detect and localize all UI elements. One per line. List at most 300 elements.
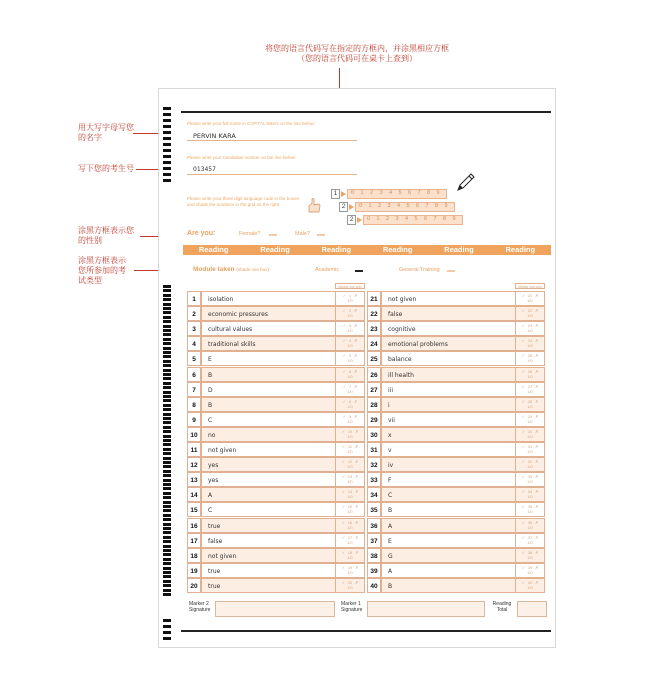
marker-question-number: 40 — [527, 580, 533, 585]
answer-row — [187, 518, 365, 533]
answer-field[interactable]: A — [201, 487, 349, 502]
answer-row — [187, 397, 365, 412]
marker-question-number: 31 — [527, 445, 533, 449]
language-digit[interactable]: 1 — [360, 190, 364, 196]
language-digit[interactable]: 3 — [395, 216, 399, 222]
reading-label-2: Reading — [260, 245, 290, 254]
cross-mark: ✗ — [535, 580, 539, 585]
marker-question-number: 24 — [527, 339, 533, 344]
marker-box[interactable] — [515, 367, 545, 382]
marker-sub-label: 1/0 — [527, 525, 533, 530]
timing-mark — [163, 426, 171, 429]
language-digit[interactable]: 9 — [452, 216, 456, 222]
answer-field[interactable]: not given — [381, 291, 529, 306]
marker-question-number: 19 — [347, 565, 353, 570]
question-number: 36 — [367, 518, 381, 533]
marker-box[interactable] — [335, 382, 365, 397]
answer-field[interactable]: not given — [201, 548, 349, 563]
answer-field[interactable]: false — [381, 306, 529, 321]
answer-field[interactable]: economic pressures — [201, 306, 349, 321]
answer-field[interactable]: true — [201, 578, 349, 593]
timing-mark — [163, 619, 171, 622]
language-code-box[interactable]: 1 — [331, 189, 340, 199]
general-training-box[interactable] — [447, 270, 455, 272]
language-digit[interactable]: 0 — [367, 216, 371, 222]
language-digit[interactable]: 3 — [387, 203, 391, 209]
tick-mark: ✓ — [342, 354, 346, 359]
answer-field[interactable]: E — [381, 533, 529, 548]
question-number: 3 — [187, 321, 201, 336]
name-value: PERVIN KARA — [193, 132, 236, 140]
module-annotation — [78, 256, 158, 286]
timing-mark — [163, 452, 171, 455]
language-digit[interactable]: 9 — [436, 190, 440, 196]
language-digit[interactable]: 4 — [389, 190, 393, 196]
name-field[interactable] — [187, 129, 357, 141]
marker-box[interactable] — [515, 533, 545, 548]
name-annotation-line2: 的名字 — [78, 133, 102, 142]
marker-box[interactable] — [335, 291, 365, 306]
language-digit[interactable]: 4 — [405, 216, 409, 222]
timing-mark — [163, 571, 171, 574]
answer-field[interactable]: cultural values — [201, 321, 349, 336]
cross-mark: ✗ — [535, 505, 539, 510]
timing-mark — [163, 355, 171, 358]
language-digit[interactable]: 1 — [376, 216, 380, 222]
answer-row — [187, 457, 365, 472]
cross-mark: ✗ — [354, 384, 358, 389]
question-number: 9 — [187, 412, 201, 427]
marker-sub-label: 1/0 — [527, 510, 533, 515]
timing-mark — [163, 465, 171, 468]
question-number: 24 — [367, 336, 381, 351]
marker-box[interactable] — [515, 578, 545, 593]
language-row-arrow — [341, 191, 346, 197]
language-code-box[interactable]: 2 — [347, 215, 356, 225]
cross-mark: ✗ — [535, 565, 539, 570]
answer-field[interactable]: C — [201, 502, 349, 517]
marker-question-number: 27 — [527, 384, 533, 389]
answer-field[interactable]: v — [381, 442, 529, 457]
marker-sub-label: 1/0 — [347, 389, 353, 394]
answer-field[interactable]: iv — [381, 457, 529, 472]
cross-mark: ✗ — [355, 550, 359, 555]
question-number: 25 — [367, 351, 381, 366]
academic-box[interactable] — [355, 270, 363, 272]
language-digit[interactable]: 6 — [408, 190, 412, 196]
timing-mark — [163, 155, 171, 158]
pencil-icon — [455, 171, 477, 193]
timing-mark — [163, 161, 171, 164]
language-digit[interactable]: 2 — [386, 216, 390, 222]
answer-row — [367, 442, 545, 457]
cross-mark: ✗ — [535, 535, 539, 540]
marker-box[interactable] — [515, 306, 545, 321]
marker-box[interactable] — [515, 427, 545, 442]
question-number: 16 — [187, 518, 201, 533]
timing-mark — [163, 536, 171, 539]
marker-box[interactable] — [515, 502, 545, 517]
marker1-signature-box[interactable] — [367, 601, 485, 617]
language-digit[interactable]: 3 — [379, 190, 383, 196]
tick-mark: ✓ — [341, 429, 345, 434]
marker-question-number: 16 — [347, 520, 353, 525]
cross-mark: ✗ — [535, 294, 539, 298]
marker-box[interactable] — [335, 397, 365, 412]
question-number: 10 — [187, 427, 201, 442]
language-digit[interactable]: 8 — [443, 216, 447, 222]
marker-sub-label: 1/0 — [347, 299, 353, 303]
answer-field[interactable]: F — [381, 472, 529, 487]
marker-box[interactable] — [335, 472, 365, 487]
language-code-annotation — [252, 44, 462, 64]
timing-mark — [163, 360, 171, 363]
marker-box[interactable] — [335, 487, 365, 502]
answer-field[interactable]: D — [201, 382, 349, 397]
cross-mark: ✗ — [535, 339, 539, 344]
reading-header-bar — [183, 245, 551, 255]
marker-box[interactable] — [335, 563, 365, 578]
tick-mark: ✓ — [521, 445, 525, 449]
candidate-field[interactable] — [187, 163, 357, 175]
language-digit[interactable]: 5 — [406, 203, 410, 209]
tick-mark: ✓ — [342, 369, 346, 374]
language-digit[interactable]: 2 — [378, 203, 382, 209]
marker-question-number: 2 — [348, 309, 352, 314]
marker-question-number: 22 — [527, 309, 533, 314]
answer-row — [187, 487, 365, 502]
marker-box[interactable] — [515, 382, 545, 397]
question-number: 34 — [367, 487, 381, 502]
marker-box[interactable] — [335, 578, 365, 593]
marker-sub-label: 1/0 — [347, 570, 353, 575]
answer-field[interactable]: C — [201, 412, 349, 427]
marker-box[interactable] — [335, 321, 365, 336]
answer-row — [367, 397, 545, 412]
tick-mark: ✓ — [521, 294, 525, 298]
reading-label-1: Reading — [198, 245, 229, 254]
answer-field[interactable]: G — [381, 548, 529, 563]
answer-row — [367, 412, 545, 427]
marker-question-number: 9 — [348, 414, 352, 419]
answer-row — [367, 336, 545, 351]
marker-box[interactable] — [515, 442, 545, 457]
cross-mark: ✗ — [354, 399, 358, 404]
male-box[interactable] — [317, 234, 325, 236]
cross-mark: ✗ — [535, 520, 539, 525]
marker-question-number: 11 — [348, 445, 352, 449]
marker-box[interactable] — [515, 321, 545, 336]
marker-question-number: 36 — [527, 520, 533, 525]
timing-mark — [163, 311, 171, 314]
language-row-arrow — [357, 217, 362, 223]
timing-mark — [163, 580, 171, 583]
answer-field[interactable]: isolation — [201, 291, 349, 306]
tick-mark: ✓ — [341, 520, 345, 525]
timing-mark — [163, 399, 171, 402]
marker-question-number: 10 — [347, 429, 353, 434]
marker-box[interactable] — [335, 533, 365, 548]
marker-box[interactable] — [515, 351, 545, 366]
question-number: 4 — [187, 336, 201, 351]
marker-sub-label: 1/0 — [527, 314, 533, 319]
module-taken-label — [193, 266, 270, 273]
timing-mark — [163, 364, 171, 367]
answer-field[interactable]: emotional problems — [381, 336, 529, 351]
language-digit[interactable]: 7 — [433, 216, 437, 222]
answer-field[interactable]: i — [381, 397, 529, 412]
language-code-box[interactable]: 2 — [339, 202, 348, 212]
answer-field[interactable]: yes — [201, 472, 349, 487]
marker-sub-label: 1/0 — [347, 480, 353, 485]
marker-box[interactable] — [515, 472, 545, 487]
answer-field[interactable]: cognitive — [381, 321, 529, 336]
question-number: 15 — [187, 502, 201, 517]
answer-field[interactable]: no — [201, 427, 349, 442]
tick-mark: ✓ — [521, 384, 525, 389]
answer-field[interactable]: ill health — [381, 367, 529, 382]
marker-box[interactable] — [335, 442, 365, 457]
language-digit[interactable]: 9 — [444, 203, 448, 209]
answer-field[interactable]: yes — [201, 457, 349, 472]
timing-mark — [163, 347, 171, 350]
timing-mark — [163, 479, 171, 482]
answer-field[interactable]: A — [381, 563, 529, 578]
candidate-prompt: Please write your Candidate number on the line below: — [187, 155, 297, 160]
question-number: 37 — [367, 533, 381, 548]
marker-sub-label: 1/0 — [527, 465, 533, 470]
timing-mark — [163, 137, 171, 140]
marker-box[interactable] — [335, 502, 365, 517]
answer-row — [187, 427, 365, 442]
language-digit[interactable]: 7 — [417, 190, 421, 196]
answer-row — [367, 351, 545, 366]
timing-mark — [163, 107, 171, 110]
tick-mark: ✓ — [341, 475, 345, 480]
marker-box[interactable] — [335, 457, 365, 472]
tick-mark: ✓ — [521, 475, 525, 480]
marker-box[interactable] — [335, 427, 365, 442]
timing-mark — [163, 408, 171, 411]
timing-mark — [163, 461, 171, 464]
marker-sub-label: 1/0 — [527, 434, 533, 439]
timing-mark — [163, 173, 171, 176]
question-number: 38 — [367, 548, 381, 563]
cross-mark: ✗ — [355, 460, 359, 465]
timing-mark — [163, 307, 171, 310]
marker-box[interactable] — [515, 518, 545, 533]
marker-question-number: 21 — [527, 294, 533, 298]
marker-sub-label: 1/0 — [527, 585, 533, 590]
timing-mark — [163, 558, 171, 561]
marker-question-number: 4 — [348, 339, 352, 344]
marker-sub-label: 1/0 — [347, 359, 353, 364]
reading-label-3: Reading — [321, 245, 352, 254]
answer-field[interactable]: B — [381, 578, 529, 593]
marker-question-number: 14 — [347, 490, 353, 495]
answer-field[interactable]: x — [381, 427, 529, 442]
tick-mark: ✓ — [342, 384, 346, 389]
marker-question-number: 20 — [347, 580, 353, 585]
tick-mark: ✓ — [341, 535, 345, 540]
answer-field[interactable]: true — [201, 518, 349, 533]
marker-box[interactable] — [515, 457, 545, 472]
language-digit[interactable]: 7 — [425, 203, 429, 209]
female-box[interactable] — [269, 234, 277, 236]
language-digit[interactable]: 6 — [424, 216, 428, 222]
language-digit[interactable]: 4 — [397, 203, 401, 209]
answer-row — [187, 502, 365, 517]
marker-box[interactable] — [335, 336, 365, 351]
marker-box[interactable] — [515, 487, 545, 502]
reading-label-6: Reading — [505, 245, 536, 254]
answer-field[interactable]: B — [381, 502, 529, 517]
marker-sub-label: 1/0 — [347, 419, 353, 424]
question-number: 6 — [187, 367, 201, 382]
tick-mark: ✓ — [341, 505, 345, 510]
tick-mark: ✓ — [521, 580, 525, 585]
tick-mark: ✓ — [521, 429, 525, 434]
marker-box[interactable] — [335, 351, 365, 366]
question-number: 11 — [187, 442, 201, 457]
answer-row — [187, 563, 365, 578]
tick-mark: ✓ — [521, 490, 525, 495]
module-annotation-line3: 试类型 — [78, 276, 102, 285]
language-digit[interactable]: 6 — [416, 203, 420, 209]
marker-question-number: 39 — [527, 565, 533, 570]
timing-mark — [163, 527, 171, 530]
marker-box[interactable] — [515, 397, 545, 412]
answer-field[interactable]: C — [381, 487, 529, 502]
answer-row — [187, 412, 365, 427]
marker-question-number: 18 — [347, 550, 353, 555]
answer-row — [187, 578, 365, 593]
timing-mark — [163, 492, 171, 495]
language-digit[interactable]: 5 — [414, 216, 418, 222]
answer-field[interactable]: E — [201, 351, 349, 366]
language-digit[interactable]: 0 — [359, 203, 363, 209]
timing-mark — [163, 562, 171, 565]
marker-question-number: 32 — [527, 460, 533, 465]
timing-mark — [163, 483, 171, 486]
answer-row — [367, 518, 545, 533]
language-digit[interactable]: 8 — [427, 190, 431, 196]
tick-mark: ✓ — [521, 550, 525, 555]
language-digit[interactable]: 5 — [398, 190, 402, 196]
answer-row — [187, 351, 365, 366]
female-label: Female? — [239, 231, 261, 237]
tick-mark: ✓ — [341, 490, 345, 495]
tick-mark: ✓ — [342, 324, 346, 329]
answer-field[interactable]: true — [201, 563, 349, 578]
marker-sub-label: 1/0 — [347, 329, 353, 334]
timing-mark — [163, 531, 171, 534]
marker-sub-label: 1/0 — [527, 389, 533, 394]
marker-question-number: 33 — [527, 475, 533, 480]
timing-mark — [163, 553, 171, 556]
marker-box[interactable] — [335, 548, 365, 563]
answer-field[interactable]: iii — [381, 382, 529, 397]
answer-field[interactable]: vii — [381, 412, 529, 427]
language-digit[interactable]: 1 — [368, 203, 372, 209]
marker-box[interactable] — [335, 518, 365, 533]
marker-box[interactable] — [515, 412, 545, 427]
marker-sub-label: 1/0 — [347, 404, 353, 409]
language-digit[interactable]: 8 — [435, 203, 439, 209]
question-number: 13 — [187, 472, 201, 487]
marker-sub-label: 1/0 — [527, 480, 533, 485]
marker-sub-label: 1/0 — [347, 585, 353, 590]
tick-mark: ✓ — [342, 339, 346, 344]
timing-mark — [163, 518, 171, 521]
answer-row — [187, 382, 365, 397]
marker-box[interactable] — [335, 412, 365, 427]
timing-mark — [163, 329, 171, 332]
marker-question-number: 38 — [527, 550, 533, 555]
name-annotation-line1: 用大写字母写您 — [78, 123, 134, 132]
tick-mark: ✓ — [521, 535, 525, 540]
question-number: 14 — [187, 487, 201, 502]
marker-question-number: 25 — [527, 354, 533, 359]
academic-label: Academic — [315, 267, 340, 273]
marker-box[interactable] — [335, 367, 365, 382]
timing-mark — [163, 369, 171, 372]
answer-field[interactable]: balance — [381, 351, 529, 366]
question-number: 27 — [367, 382, 381, 397]
reading-total-box[interactable] — [517, 601, 547, 617]
timing-mark — [163, 589, 171, 592]
language-digit[interactable]: 0 — [351, 190, 355, 196]
answer-row — [367, 487, 545, 502]
language-prompt: Please write your three digit language code in the boxes and shade the numbers in the grid on the right. — [187, 196, 299, 207]
language-digit[interactable]: 2 — [370, 190, 374, 196]
answer-field[interactable]: A — [381, 518, 529, 533]
answer-field[interactable]: not given — [201, 442, 349, 457]
marker-question-number: 17 — [347, 535, 353, 540]
answer-field[interactable]: B — [201, 367, 349, 382]
question-number: 5 — [187, 351, 201, 366]
question-number: 7 — [187, 382, 201, 397]
marker-box[interactable] — [515, 548, 545, 563]
question-number: 8 — [187, 397, 201, 412]
cross-mark: ✗ — [354, 294, 358, 298]
answer-field[interactable]: false — [201, 533, 349, 548]
tick-mark: ✓ — [341, 565, 345, 570]
timing-mark — [163, 342, 171, 345]
answer-row — [367, 502, 545, 517]
marker-box[interactable] — [515, 336, 545, 351]
answer-field[interactable]: B — [201, 397, 349, 412]
question-number: 12 — [187, 457, 201, 472]
tick-mark: ✓ — [521, 520, 525, 525]
marker-box[interactable] — [515, 291, 545, 306]
question-number: 39 — [367, 563, 381, 578]
tick-mark: ✓ — [521, 369, 525, 374]
marker2-signature-box[interactable] — [215, 601, 335, 617]
timing-mark — [163, 395, 171, 398]
answer-field[interactable]: traditional skills — [201, 336, 349, 351]
timing-mark — [163, 113, 171, 116]
marker-box[interactable] — [335, 306, 365, 321]
cross-mark: ✗ — [355, 429, 359, 434]
language-annotation-line1: 将您的语言代码写在指定的方框内，并涂黑相应方框 — [265, 44, 449, 53]
timing-mark — [163, 303, 171, 306]
timing-mark — [163, 523, 171, 526]
question-number: 35 — [367, 502, 381, 517]
marker-question-number: 28 — [527, 399, 533, 404]
timing-mark — [163, 496, 171, 499]
marker-box[interactable] — [515, 563, 545, 578]
